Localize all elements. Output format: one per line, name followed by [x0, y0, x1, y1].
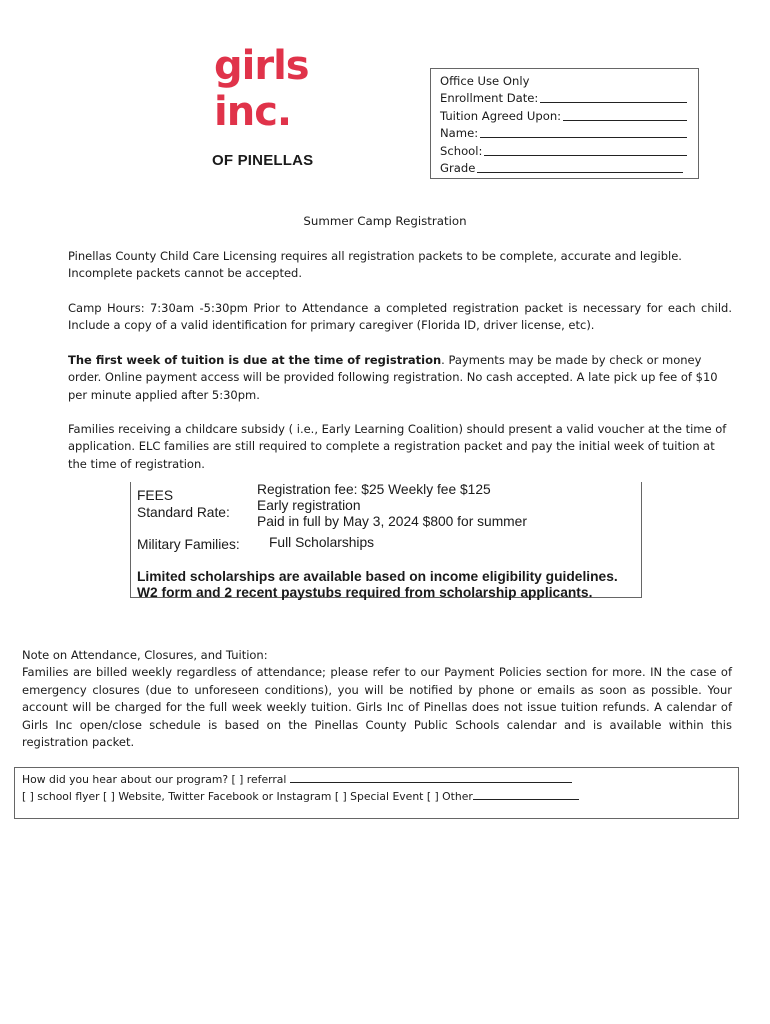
school-label: School: — [440, 143, 483, 158]
other-blank[interactable] — [473, 788, 579, 800]
tuition-paragraph — [68, 352, 732, 404]
fees-box — [130, 482, 642, 598]
school-field[interactable] — [440, 143, 689, 160]
survey-line-1-text: How did you hear about our program? [ ] referral — [22, 773, 287, 786]
tuition-agreed-field[interactable] — [440, 108, 689, 125]
scholarship-note-2: W2 form and 2 recent paystubs required from scholarship applicants. — [137, 585, 593, 600]
subsidy-paragraph: Families receiving a childcare subsidy ( i.e., Early Learning Coalition) should present a valid voucher at the time of application. ELC families are still required to complete a registration packet and pay the initial week of tuition at the time of registration. — [68, 422, 727, 471]
tuition-agreed-label: Tuition Agreed Upon: — [440, 108, 562, 123]
logo-subtitle: OF PINELLAS — [212, 152, 314, 169]
note-heading: Note on Attendance, Closures, and Tuition: — [22, 648, 268, 662]
licensing-paragraph: Pinellas County Child Care Licensing requires all registration packets to be complete, accurate and legible. Incomplete packets cannot be accepted. — [68, 249, 682, 281]
enrollment-date-field[interactable] — [440, 90, 689, 107]
paid-in-full-text: Paid in full by May 3, 2024 $800 for summer — [257, 514, 527, 529]
grade-label: Grade — [440, 161, 476, 176]
survey-line-2[interactable] — [22, 788, 731, 805]
survey-line-2-text: [ ] school flyer [ ] Website, Twitter Facebook or Instagram [ ] Special Event [ ] Other — [22, 790, 473, 803]
page-title: Summer Camp Registration — [303, 214, 467, 228]
office-use-box — [430, 68, 699, 179]
survey-line-1[interactable] — [22, 771, 731, 788]
fees-label: FEES — [137, 488, 174, 503]
registration-fee-text: Registration fee: $25 Weekly fee $125 — [257, 482, 491, 497]
full-scholarships-text: Full Scholarships — [269, 535, 375, 550]
office-heading: Office Use Only — [440, 74, 530, 88]
enrollment-date-label: Enrollment Date: — [440, 91, 539, 106]
grade-field[interactable] — [440, 160, 689, 177]
standard-rate-label: Standard Rate: — [137, 505, 230, 520]
note-body: Families are billed weekly regardless of attendance; please refer to our Payment Policies section for more. IN the case of emergency closures (due to unforeseen conditions), you will be notified by phone or emails as soon as possible. Your account will be charged for the full week weekly tuition. Girls Inc of Pinellas does not issue tuition refunds. A calendar of Girls Inc open/close schedule is based on the Pinellas County Public Schools calendar and is available within this registration packet. — [22, 665, 732, 750]
tuition-due-bold: The first week of tuition is due at the time of registration — [68, 353, 442, 367]
tuition-paragraph-rest: . Payments may be made by check or money order. Online payment access will be provided following registration. No cash accepted. A late pick up fee of $10 per minute applied after 5:30pm. — [68, 353, 718, 402]
military-families-label: Military Families: — [137, 537, 240, 552]
referral-blank[interactable] — [290, 771, 572, 783]
logo-girls: girls — [214, 43, 309, 89]
scholarship-note-1: Limited scholarships are available based on income eligibility guidelines. — [137, 569, 618, 584]
logo-inc: inc. — [214, 89, 292, 135]
name-field[interactable] — [440, 125, 689, 142]
camp-hours-paragraph: Camp Hours: 7:30am -5:30pm Prior to Attendance a completed registration packet is necessary for each child. Include a copy of a valid identification for primary caregiver (Florida ID, driver license, etc). — [68, 301, 732, 333]
early-registration-text: Early registration — [257, 498, 361, 513]
how-did-you-hear-box — [14, 767, 739, 819]
name-label: Name: — [440, 126, 479, 141]
